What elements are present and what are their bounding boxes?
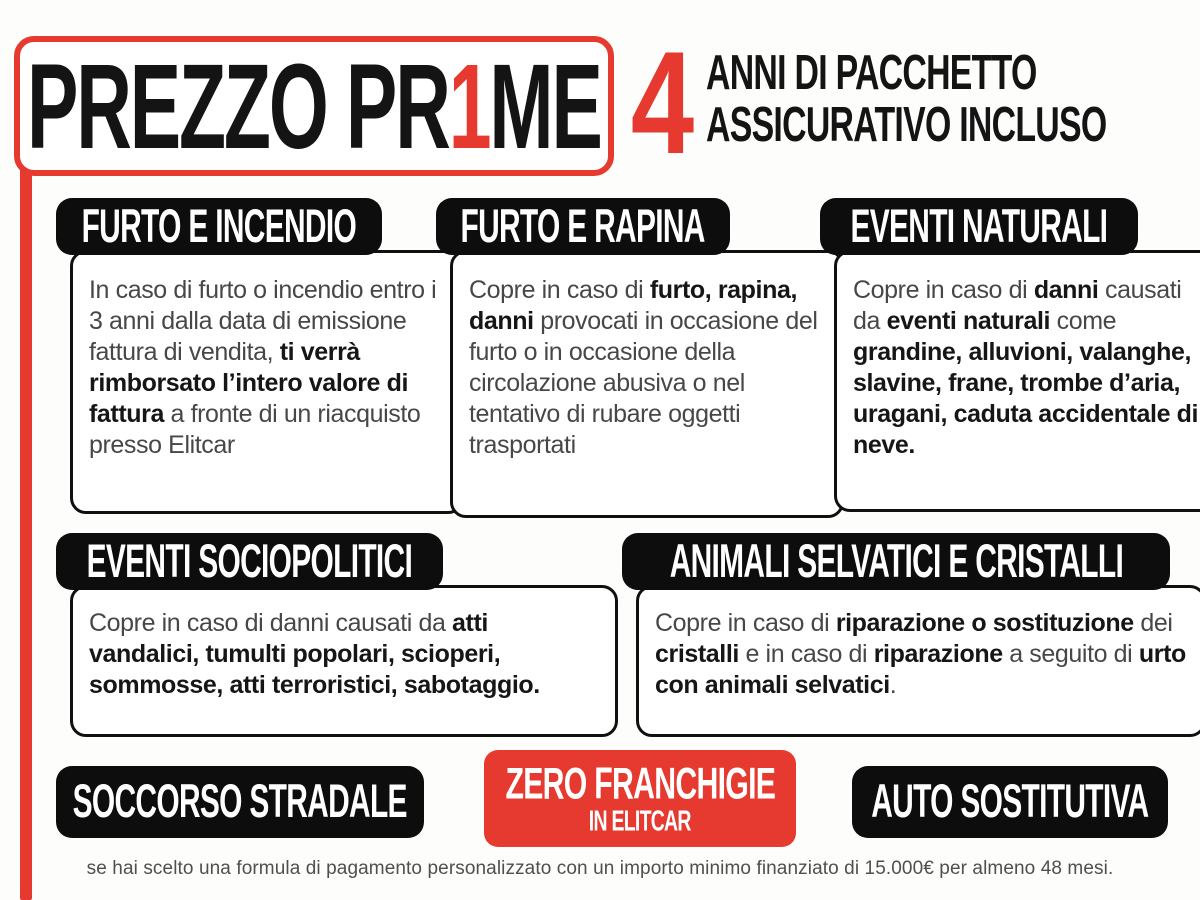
badge-zero-franchigie: [484, 750, 796, 847]
header-subtitle-line-2: [706, 95, 1200, 152]
card-body-eventi-sociopolitici: Copre in caso di danni causati da atti vandalici, tumulti popolari, scioperi, sommosse, atti terroristici, sabotaggio.: [70, 585, 618, 737]
badge-zero-franchigie-line-2: [569, 806, 711, 836]
badge-soccorso-stradale: [56, 766, 424, 838]
card-title-furto-e-incendio: [56, 198, 382, 255]
card-title-furto-e-incendio-text: FURTO E INCENDIO: [81, 199, 357, 253]
card-body-animali-selvatici-e-cristalli: Copre in caso di riparazione o sostituzione dei cristalli e in caso di riparazione a seguito di urto con animali selvatici.: [636, 585, 1200, 737]
card-title-eventi-sociopolitici: [56, 533, 443, 590]
card-body-furto-e-rapina: Copre in caso di furto, rapina, danni provocati in occasione del furto o in occasione della circolazione abusiva o nel tentativo di rubare oggetti trasportati: [450, 250, 844, 518]
card-body-furto-e-incendio: In caso di furto o incendio entro i 3 anni dalla data di emissione fattura di vendita, ti verrà rimborsato l’intero valore di fattura a fronte di un riacquisto presso Elitcar: [70, 250, 464, 514]
years-count-text: 4: [630, 21, 694, 184]
card-title-animali-selvatici-e-cristalli-text: ANIMALI SELVATICI E CRISTALLI: [669, 534, 1123, 588]
card-title-animali-selvatici-e-cristalli: [622, 533, 1170, 590]
badge-zero-franchigie-line-1: [453, 758, 828, 808]
card-title-eventi-naturali-text: EVENTI NATURALI: [850, 199, 1108, 253]
header-subtitle: [706, 43, 1200, 152]
card-body-eventi-naturali: Copre in caso di danni causati da eventi naturali come grandine, alluvioni, valanghe, slavine, frane, trombe d’aria, uragani, caduta accidentale di neve.: [834, 250, 1200, 512]
badge-auto-sostitutiva: [852, 766, 1168, 838]
badge-auto-sostitutiva-text: AUTO SOSTITUTIVA: [871, 775, 1149, 828]
badge-soccorso-stradale-text: SOCCORSO STRADALE: [72, 775, 408, 828]
red-accent-line: [20, 164, 32, 900]
prezzo-prime-logo-box: [14, 36, 614, 176]
card-title-eventi-naturali: [820, 198, 1138, 255]
header-subtitle-line-1: [706, 43, 1200, 100]
badge-zero-franchigie-line-1-text: ZERO FRANCHIGIE: [505, 758, 775, 808]
header-subtitle-line-1-text: ANNI DI PACCHETTO: [706, 43, 1037, 100]
badge-zero-franchigie-line-2-text: IN ELITCAR: [589, 804, 691, 837]
footer-disclaimer: se hai scelto una formula di pagamento personalizzato con un importo minimo finanziato di 15.000€ per almeno 48 mesi.: [86, 858, 1114, 879]
card-title-furto-e-rapina-text: FURTO E RAPINA: [460, 199, 706, 253]
card-title-eventi-sociopolitici-text: EVENTI SOCIOPOLITICI: [86, 534, 413, 588]
card-title-furto-e-rapina: [436, 198, 730, 255]
header-subtitle-line-2-text: ASSICURATIVO INCLUSO: [706, 95, 1107, 152]
page-title: PREZZO PR1ME: [27, 38, 601, 174]
years-count: [622, 21, 702, 184]
